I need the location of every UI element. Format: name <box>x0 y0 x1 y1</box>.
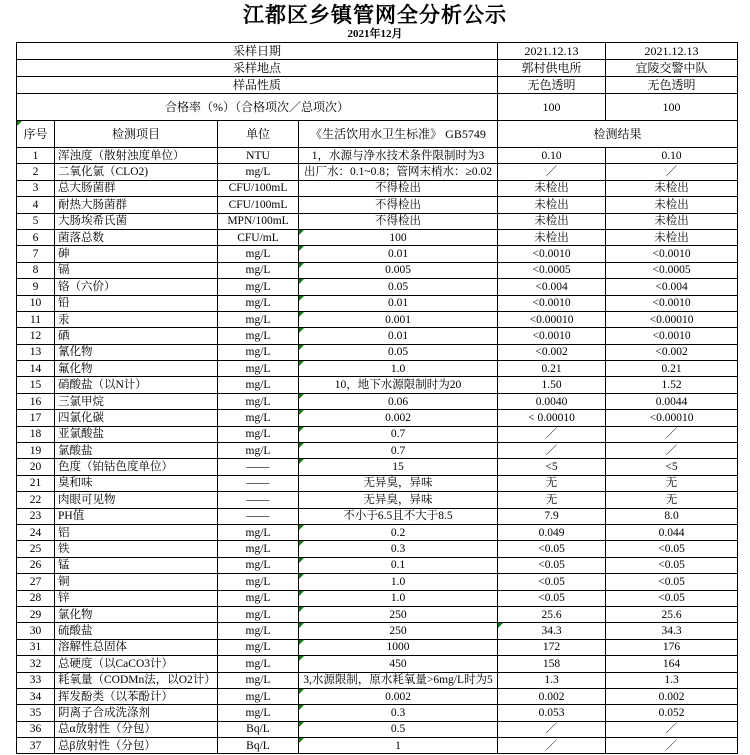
result-cell: 1.50 <box>498 377 606 393</box>
table-row <box>17 164 738 180</box>
unit-cell: mg/L <box>218 639 299 655</box>
result-cell: 34.3 <box>606 623 738 639</box>
row-no-cell: 28 <box>17 590 55 606</box>
item-cell: 铜 <box>55 574 218 590</box>
standard-cell: 1.0 <box>299 361 498 377</box>
meta-label: 采样日期 <box>17 43 498 60</box>
item-cell: 砷 <box>55 246 218 262</box>
result-cell: 176 <box>606 639 738 655</box>
result-cell: ／ <box>498 164 606 180</box>
result-cell: 0.0044 <box>606 393 738 409</box>
result-cell: <0.05 <box>498 557 606 573</box>
result-cell: <0.05 <box>606 557 738 573</box>
row-no-cell: 19 <box>17 443 55 459</box>
result-cell: 0.21 <box>606 361 738 377</box>
item-cell: 阴离子合成洗涤剂 <box>55 705 218 721</box>
item-cell: 镉 <box>55 262 218 278</box>
unit-cell: mg/L <box>218 279 299 295</box>
result-cell: ／ <box>606 721 738 737</box>
row-no-cell: 16 <box>17 393 55 409</box>
unit-cell: Bq/L <box>218 721 299 737</box>
unit-cell: CFU/mL <box>218 229 299 245</box>
table-row <box>17 459 738 475</box>
standard-cell: 0.01 <box>299 295 498 311</box>
unit-cell: CFU/100mL <box>218 180 299 196</box>
meta-value: 100 <box>606 94 738 121</box>
standard-cell: 1 <box>299 738 498 754</box>
standard-cell: 1.0 <box>299 590 498 606</box>
unit-cell: mg/L <box>218 410 299 426</box>
result-cell: <5 <box>498 459 606 475</box>
item-cell: 总α放射性（分包） <box>55 721 218 737</box>
unit-cell: Bq/L <box>218 738 299 754</box>
meta-row-sample-date <box>17 43 738 60</box>
item-cell: 总硬度（以CaCO3计） <box>55 656 218 672</box>
result-cell: <5 <box>606 459 738 475</box>
result-cell: 未检出 <box>606 229 738 245</box>
unit-cell: MPN/100mL <box>218 213 299 229</box>
row-no-cell: 6 <box>17 229 55 245</box>
result-cell: 8.0 <box>606 508 738 524</box>
row-no-cell: 7 <box>17 246 55 262</box>
result-cell: 158 <box>498 656 606 672</box>
row-no-cell: 24 <box>17 524 55 540</box>
item-cell: 铬（六价） <box>55 279 218 295</box>
item-cell: 氯酸盐 <box>55 443 218 459</box>
standard-cell: 0.01 <box>299 246 498 262</box>
item-cell: 锰 <box>55 557 218 573</box>
item-cell: 四氯化碳 <box>55 410 218 426</box>
table-row <box>17 246 738 262</box>
analysis-table <box>16 42 738 754</box>
unit-cell: mg/L <box>218 574 299 590</box>
result-cell: <0.002 <box>498 344 606 360</box>
result-cell: 0.10 <box>498 148 606 164</box>
standard-cell: 0.001 <box>299 311 498 327</box>
row-no-cell: 1 <box>17 148 55 164</box>
unit-cell: mg/L <box>218 443 299 459</box>
row-no-cell: 21 <box>17 475 55 491</box>
standard-cell: 0.06 <box>299 393 498 409</box>
item-cell: 三氯甲烷 <box>55 393 218 409</box>
meta-value: 无色透明 <box>606 77 738 94</box>
row-no-cell: 17 <box>17 410 55 426</box>
table-row <box>17 213 738 229</box>
result-cell: 未检出 <box>606 213 738 229</box>
row-no-cell: 29 <box>17 606 55 622</box>
result-cell: ／ <box>606 443 738 459</box>
item-cell: 浑浊度（散射浊度单位） <box>55 148 218 164</box>
unit-cell: NTU <box>218 148 299 164</box>
result-cell: 0.002 <box>498 688 606 704</box>
row-no-cell: 37 <box>17 738 55 754</box>
item-cell: 锌 <box>55 590 218 606</box>
row-no-cell: 27 <box>17 574 55 590</box>
table-row <box>17 705 738 721</box>
result-cell: 0.052 <box>606 705 738 721</box>
meta-value: 宜陵交警中队 <box>606 60 738 77</box>
item-cell: 硝酸盐（以N计） <box>55 377 218 393</box>
unit-cell: mg/L <box>218 672 299 688</box>
table-row <box>17 410 738 426</box>
unit-cell: mg/L <box>218 295 299 311</box>
table-row <box>17 328 738 344</box>
table-row <box>17 541 738 557</box>
row-no-cell: 20 <box>17 459 55 475</box>
standard-cell: 250 <box>299 623 498 639</box>
table-row <box>17 475 738 491</box>
standard-cell: 15 <box>299 459 498 475</box>
table-row <box>17 492 738 508</box>
standard-cell: 100 <box>299 229 498 245</box>
standard-cell: 不得检出 <box>299 180 498 196</box>
result-cell: 未检出 <box>606 180 738 196</box>
standard-cell: 无异臭，异味 <box>299 475 498 491</box>
result-cell: 0.044 <box>606 524 738 540</box>
item-cell: 铁 <box>55 541 218 557</box>
result-cell: < 0.00010 <box>498 410 606 426</box>
result-cell: 0.049 <box>498 524 606 540</box>
table-row <box>17 574 738 590</box>
meta-label: 采样地点 <box>17 60 498 77</box>
row-no-cell: 33 <box>17 672 55 688</box>
standard-cell: 10，地下水源限制时为20 <box>299 377 498 393</box>
standard-cell: 不得检出 <box>299 213 498 229</box>
result-cell: <0.05 <box>498 574 606 590</box>
table-row <box>17 443 738 459</box>
row-no-cell: 26 <box>17 557 55 573</box>
meta-section <box>17 43 738 121</box>
result-cell: 未检出 <box>498 197 606 213</box>
unit-cell: mg/L <box>218 426 299 442</box>
standard-cell: 0.002 <box>299 688 498 704</box>
result-cell: <0.0005 <box>606 262 738 278</box>
meta-label: 合格率（%）（合格项次／总项次） <box>17 94 498 121</box>
unit-cell: mg/L <box>218 377 299 393</box>
unit-cell: mg/L <box>218 328 299 344</box>
row-no-cell: 23 <box>17 508 55 524</box>
table-row <box>17 557 738 573</box>
item-cell: 臭和味 <box>55 475 218 491</box>
item-cell: 氰化物 <box>55 344 218 360</box>
table-row <box>17 180 738 196</box>
item-cell: 肉眼可见物 <box>55 492 218 508</box>
unit-cell: mg/L <box>218 361 299 377</box>
page-subtitle: 2021年12月 <box>347 28 403 40</box>
unit-cell: mg/L <box>218 606 299 622</box>
unit-cell: mg/L <box>218 164 299 180</box>
item-cell: 硫酸盐 <box>55 623 218 639</box>
result-cell: 0.053 <box>498 705 606 721</box>
item-cell: 耐热大肠菌群 <box>55 197 218 213</box>
result-cell: <0.0010 <box>498 295 606 311</box>
column-header-section <box>17 121 738 148</box>
row-no-cell: 25 <box>17 541 55 557</box>
row-no-cell: 8 <box>17 262 55 278</box>
standard-cell: 0.01 <box>299 328 498 344</box>
standard-cell: 0.005 <box>299 262 498 278</box>
unit-cell: mg/L <box>218 524 299 540</box>
row-no-cell: 10 <box>17 295 55 311</box>
result-cell: 1.3 <box>498 672 606 688</box>
result-cell: <0.05 <box>606 590 738 606</box>
table-row <box>17 590 738 606</box>
result-cell: ／ <box>498 738 606 754</box>
result-cell: <0.00010 <box>606 410 738 426</box>
meta-value: 郭村供电所 <box>498 60 606 77</box>
standard-cell: 无异臭，异味 <box>299 492 498 508</box>
unit-cell: CFU/100mL <box>218 197 299 213</box>
table-row <box>17 361 738 377</box>
result-cell: <0.0005 <box>498 262 606 278</box>
standard-cell: 0.05 <box>299 344 498 360</box>
table-row <box>17 279 738 295</box>
row-no-cell: 12 <box>17 328 55 344</box>
result-cell: ／ <box>498 721 606 737</box>
item-cell: 总β放射性（分包） <box>55 738 218 754</box>
result-cell: 未检出 <box>606 197 738 213</box>
result-cell: <0.05 <box>606 541 738 557</box>
unit-cell: mg/L <box>218 246 299 262</box>
item-cell: 色度（铂钴色度单位） <box>55 459 218 475</box>
table-row <box>17 393 738 409</box>
row-no-cell: 36 <box>17 721 55 737</box>
unit-cell: mg/L <box>218 705 299 721</box>
data-rows-section <box>17 148 738 754</box>
result-cell: <0.004 <box>498 279 606 295</box>
row-no-cell: 15 <box>17 377 55 393</box>
result-cell: 未检出 <box>498 213 606 229</box>
result-cell: 34.3 <box>498 623 606 639</box>
row-no-cell: 4 <box>17 197 55 213</box>
standard-cell: 450 <box>299 656 498 672</box>
row-no-cell: 34 <box>17 688 55 704</box>
standard-cell: 0.7 <box>299 443 498 459</box>
table-row <box>17 295 738 311</box>
result-cell: <0.0010 <box>606 295 738 311</box>
meta-value: 2021.12.13 <box>606 43 738 60</box>
item-cell: 菌落总数 <box>55 229 218 245</box>
row-no-cell: 18 <box>17 426 55 442</box>
table-row <box>17 229 738 245</box>
standard-cell: 0.5 <box>299 721 498 737</box>
table-row <box>17 639 738 655</box>
table-row <box>17 197 738 213</box>
item-cell: 总大肠菌群 <box>55 180 218 196</box>
result-cell: 164 <box>606 656 738 672</box>
unit-cell: mg/L <box>218 590 299 606</box>
row-no-cell: 32 <box>17 656 55 672</box>
result-cell: <0.0010 <box>498 246 606 262</box>
unit-cell: mg/L <box>218 557 299 573</box>
table-row <box>17 508 738 524</box>
table-row <box>17 426 738 442</box>
row-no-cell: 14 <box>17 361 55 377</box>
meta-row-pass-rate <box>17 94 738 121</box>
meta-row-sample-nature <box>17 77 738 94</box>
page-title: 江都区乡镇管网全分析公示 <box>243 4 507 27</box>
item-cell: PH值 <box>55 508 218 524</box>
row-no-cell: 22 <box>17 492 55 508</box>
standard-cell: 250 <box>299 606 498 622</box>
result-cell: <0.05 <box>606 574 738 590</box>
row-no-cell: 13 <box>17 344 55 360</box>
row-no-cell: 11 <box>17 311 55 327</box>
table-row <box>17 623 738 639</box>
result-cell: 1.3 <box>606 672 738 688</box>
result-cell: 25.6 <box>606 606 738 622</box>
table-row <box>17 738 738 754</box>
item-cell: 大肠埃希氏菌 <box>55 213 218 229</box>
result-cell: 无 <box>606 475 738 491</box>
meta-value: 无色透明 <box>498 77 606 94</box>
result-cell: 7.9 <box>498 508 606 524</box>
row-no-cell: 9 <box>17 279 55 295</box>
table-row <box>17 656 738 672</box>
table-row <box>17 672 738 688</box>
column-header-row <box>17 121 738 148</box>
result-cell: <0.0010 <box>606 246 738 262</box>
meta-label: 样品性质 <box>17 77 498 94</box>
result-cell: 0.10 <box>606 148 738 164</box>
result-cell: 未检出 <box>498 180 606 196</box>
result-cell: ／ <box>498 426 606 442</box>
meta-row-sample-location <box>17 60 738 77</box>
result-cell: <0.0010 <box>606 328 738 344</box>
result-cell: 0.21 <box>498 361 606 377</box>
result-cell: ／ <box>606 164 738 180</box>
col-header-unit: 单位 <box>218 121 299 148</box>
unit-cell: mg/L <box>218 393 299 409</box>
unit-cell: mg/L <box>218 688 299 704</box>
unit-cell: mg/L <box>218 311 299 327</box>
standard-cell: 出厂水：0.1~0.8；管网末梢水：≥0.02 <box>299 164 498 180</box>
result-cell: 无 <box>498 475 606 491</box>
result-cell: 未检出 <box>498 229 606 245</box>
row-no-cell: 5 <box>17 213 55 229</box>
table-row <box>17 721 738 737</box>
standard-cell: 1.0 <box>299 574 498 590</box>
meta-value: 2021.12.13 <box>498 43 606 60</box>
table-row <box>17 262 738 278</box>
unit-cell: mg/L <box>218 623 299 639</box>
row-no-cell: 30 <box>17 623 55 639</box>
result-cell: <0.004 <box>606 279 738 295</box>
standard-cell: 3,水源限制，原水耗氧量>6mg/L时为5 <box>299 672 498 688</box>
standard-cell: 0.002 <box>299 410 498 426</box>
table-row <box>17 344 738 360</box>
standard-cell: 1000 <box>299 639 498 655</box>
col-header-no: 序号 <box>17 121 55 148</box>
table-row <box>17 524 738 540</box>
result-cell: <0.00010 <box>498 311 606 327</box>
unit-cell: —— <box>218 459 299 475</box>
item-cell: 氟化物 <box>55 361 218 377</box>
item-cell: 溶解性总固体 <box>55 639 218 655</box>
result-cell: <0.0010 <box>498 328 606 344</box>
item-cell: 挥发酚类（以苯酚计） <box>55 688 218 704</box>
result-cell: 1.52 <box>606 377 738 393</box>
col-header-standard: 《生活饮用水卫生标准》 GB5749 <box>299 121 498 148</box>
unit-cell: mg/L <box>218 344 299 360</box>
result-cell: <0.05 <box>498 541 606 557</box>
result-cell: ／ <box>606 738 738 754</box>
item-cell: 铅 <box>55 295 218 311</box>
standard-cell: 0.1 <box>299 557 498 573</box>
unit-cell: mg/L <box>218 656 299 672</box>
standard-cell: 0.05 <box>299 279 498 295</box>
meta-value: 100 <box>498 94 606 121</box>
result-cell: 0.002 <box>606 688 738 704</box>
result-cell: 25.6 <box>498 606 606 622</box>
result-cell: <0.00010 <box>606 311 738 327</box>
result-cell: ／ <box>606 426 738 442</box>
col-header-result: 检测结果 <box>498 121 738 148</box>
standard-cell: 不小于6.5且不大于8.5 <box>299 508 498 524</box>
table-row <box>17 148 738 164</box>
row-no-cell: 2 <box>17 164 55 180</box>
standard-cell: 0.3 <box>299 705 498 721</box>
result-cell: 无 <box>606 492 738 508</box>
result-cell: ／ <box>498 443 606 459</box>
result-cell: 172 <box>498 639 606 655</box>
row-no-cell: 35 <box>17 705 55 721</box>
result-cell: <0.002 <box>606 344 738 360</box>
unit-cell: —— <box>218 492 299 508</box>
table-row <box>17 377 738 393</box>
table-row <box>17 688 738 704</box>
unit-cell: mg/L <box>218 262 299 278</box>
item-cell: 二氧化氯（CLO2) <box>55 164 218 180</box>
table-row <box>17 606 738 622</box>
item-cell: 亚氯酸盐 <box>55 426 218 442</box>
result-cell: 无 <box>498 492 606 508</box>
item-cell: 耗氧量（CODMn法，以O2计） <box>55 672 218 688</box>
item-cell: 铝 <box>55 524 218 540</box>
result-cell: 0.0040 <box>498 393 606 409</box>
row-no-cell: 31 <box>17 639 55 655</box>
standard-cell: 0.2 <box>299 524 498 540</box>
table-row <box>17 311 738 327</box>
standard-cell: 0.3 <box>299 541 498 557</box>
unit-cell: mg/L <box>218 541 299 557</box>
item-cell: 硒 <box>55 328 218 344</box>
item-cell: 氯化物 <box>55 606 218 622</box>
item-cell: 汞 <box>55 311 218 327</box>
standard-cell: 1，水源与净水技术条件限制时为3 <box>299 148 498 164</box>
standard-cell: 不得检出 <box>299 197 498 213</box>
unit-cell: —— <box>218 475 299 491</box>
unit-cell: —— <box>218 508 299 524</box>
standard-cell: 0.7 <box>299 426 498 442</box>
col-header-item: 检测项目 <box>55 121 218 148</box>
result-cell: <0.05 <box>498 590 606 606</box>
row-no-cell: 3 <box>17 180 55 196</box>
